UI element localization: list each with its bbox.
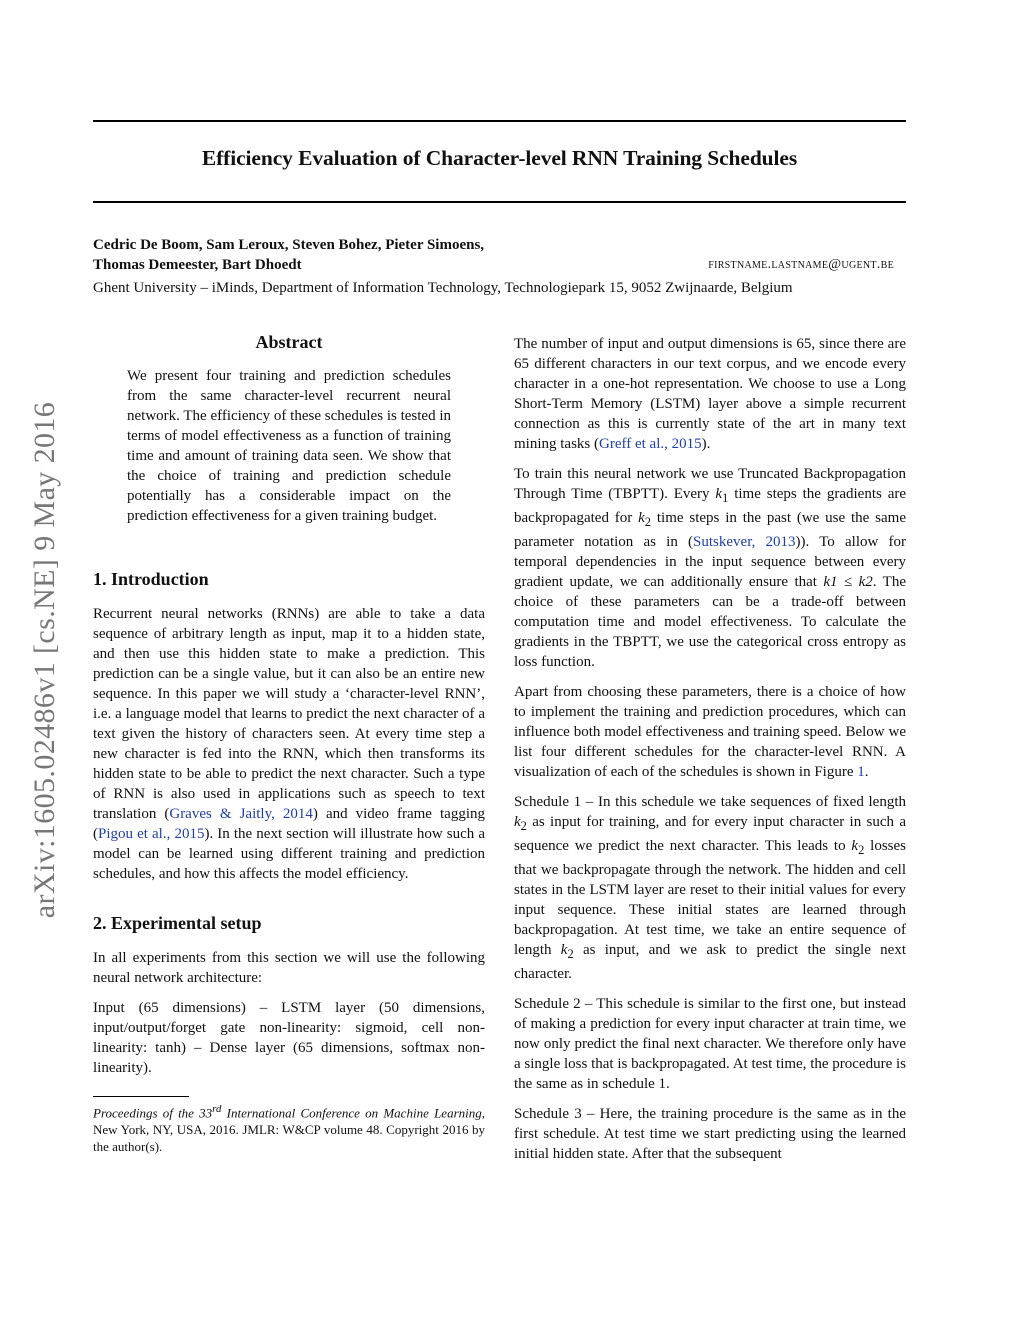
k2-symbol: k — [851, 838, 859, 854]
schedule-2-paragraph: Schedule 2 – This schedule is similar to the first one, but instead of making a prediction for every input character at train time, we now only predict the final next character. We therefore only have a single loss that is backpropagated. At test time, the procedure is the same as in schedule 1. — [514, 996, 906, 1092]
footnote-text-a: Proceedings of the — [93, 1105, 200, 1121]
tbptt-text-a: To train this neural network we use Truncated Backpropagation Through Time (TBPTT). Every — [514, 466, 906, 502]
intro-text-c: ). In the next section will illustrate how such a model can be learned using different training and prediction schedules, and how this affects the model efficiency. — [93, 826, 485, 882]
footnote-conference: International Conference on Machine Learning — [221, 1105, 482, 1121]
affiliation: Ghent University – iMinds, Department of Information Technology, Technologiepark 15, 9052 Zwijnaarde, Belgium — [93, 280, 793, 296]
schedule-3-paragraph: Schedule 3 – Here, the training procedure is the same as in the first schedule. At test time we start predicting using the learned initial hidden state. After that the subsequent — [514, 1106, 906, 1162]
title-rule-bottom — [93, 201, 906, 203]
setup-heading: 2. Experimental setup — [93, 913, 262, 933]
author-list — [93, 235, 484, 275]
k2-subscript: 2 — [858, 843, 865, 857]
arxiv-sidebar — [10, 401, 80, 919]
tbptt-text-c: time steps in the past (we use the same parameter notation as in ( — [514, 510, 906, 550]
footnote-text-c: , New York, NY, USA, 2016. JMLR: W&CP volume 48. Copyright 2016 by the author(s). — [93, 1105, 485, 1155]
s1-text-c: losses that we backpropagate through the network. The hidden and cell states in the LSTM layer are reset to their initial values for every input sequence. These initial states are learned through backpropagation. At test time, we take an entire sequence of length — [514, 838, 906, 958]
proceedings-footnote — [93, 1101, 485, 1155]
authors-line-1: Cedric De Boom, Sam Leroux, Steven Bohez, Pieter Simoens, — [93, 237, 485, 253]
k2-symbol: k — [638, 510, 645, 526]
setup-paragraph-1: In all experiments from this section we will use the following neural network architecture: — [93, 950, 485, 986]
setup-paragraph-2: Input (65 dimensions) – LSTM layer (50 dimensions, input/output/forget gate non-linearity: sigmoid, cell non-linearity: tanh) – Dense layer (65 dimensions, softmax non-linearity). — [93, 1000, 485, 1076]
footnote-rule — [93, 1096, 189, 1097]
dimensions-paragraph — [514, 334, 906, 454]
tbptt-paragraph — [514, 464, 906, 672]
schedules-intro-paragraph — [514, 682, 906, 782]
k1-subscript: 1 — [722, 491, 729, 505]
title-rule-top — [93, 120, 906, 122]
arxiv-identifier: arXiv:1605.02486v1 [cs.NE] 9 May 2016 — [28, 401, 61, 919]
citation-sutskever[interactable]: Sutskever, 2013 — [693, 534, 796, 550]
citation-pigou[interactable]: Pigou et al., 2015 — [98, 826, 205, 842]
schedules-text-b: . — [864, 764, 869, 780]
abstract-text: We present four training and prediction schedules from the same character-level recurrent neural network. The efficiency of these schedules is tested in terms of model effectiveness as a function of training time and amount of training data seen. We show that the choice of training and prediction schedule potentially has a considerable impact on the prediction effectiveness for a given training budget. — [127, 368, 451, 524]
right-column — [514, 334, 906, 1174]
citation-greff[interactable]: Greff et al., 2015 — [599, 436, 702, 452]
tbptt-text-d: )). To allow for temporal dependencies in the input sequence between every gradient update, we can additionally ensure that — [514, 534, 906, 590]
k1-symbol: k — [715, 486, 723, 502]
citation-graves[interactable]: Graves & Jaitly, 2014 — [169, 806, 313, 822]
k2-subscript: 2 — [520, 819, 527, 833]
s1-text-b: as input for training, and for every input character in such a sequence we predict the next character. This leads to — [514, 814, 906, 854]
schedule-1-paragraph — [514, 792, 906, 984]
paper-title: Efficiency Evaluation of Character-level RNN Training Schedules — [201, 146, 798, 170]
footnote-superscript: rd — [212, 1103, 222, 1115]
k-inequality: k1 ≤ k2 — [823, 574, 873, 590]
authors-line-2: Thomas Demeester, Bart Dhoedt — [93, 257, 302, 273]
introduction-heading: 1. Introduction — [93, 569, 209, 589]
figure-1-link[interactable]: 1 — [857, 764, 865, 780]
dims-text-a: The number of input and output dimensions is 65, since there are 65 different characters in our text corpus, and we encode every character in a one-hot representation. We choose to use a Long Short-Term Memory (LSTM) layer above a simple recurrent connection as this is currently state of the art in many text mining tasks ( — [514, 336, 906, 452]
schedules-text-a: Apart from choosing these parameters, there is a choice of how to implement the training and prediction procedures, which can influence both model effectiveness and training speed. Below we list four different schedules for the character-level RNN. A visualization of each of the schedules is shown in Figure — [514, 684, 906, 780]
s1-text-a: Schedule 1 – In this schedule we take sequences of fixed length — [514, 794, 906, 810]
k2-symbol: k — [560, 942, 568, 958]
k2-subscript: 2 — [644, 515, 652, 529]
intro-text-b: ) and video frame tagging ( — [93, 806, 485, 842]
k2-subscript: 2 — [567, 947, 574, 961]
intro-text-a: Recurrent neural networks (RNNs) are able to take a data sequence of arbitrary length as input, map it to a hidden state, and then use this hidden state to make a prediction. This prediction can be a single value, but it can also be an entire new sequence. In this paper we will study a ‘character-level RNN’, i.e. a language model that learns to predict the next character of a text given the history of characters seen. At every time step a new character is fed into the RNN, which then transforms its hidden state to be able to predict the next character. Such a type of RNN is also used in applications such as speech to text translation ( — [93, 606, 485, 822]
s1-text-d: as input, and we ask to predict the single next character. — [514, 942, 906, 982]
footnote-edition: 33 — [199, 1105, 213, 1121]
dims-text-b: ). — [701, 436, 711, 452]
tbptt-text-e: . The choice of these parameters can be a trade-off between computation time and model effectiveness. To calculate the gradients in the TBPTT, we use the categorical cross entropy as loss function. — [514, 574, 906, 670]
introduction-paragraph — [93, 604, 485, 884]
abstract-heading: Abstract — [255, 332, 323, 352]
left-column — [93, 332, 485, 1155]
author-email: firstname.lastname@ugent.be — [708, 257, 894, 272]
k2-symbol: k — [514, 814, 521, 830]
tbptt-text-b: time steps the gradients are backpropagated for — [514, 486, 907, 526]
